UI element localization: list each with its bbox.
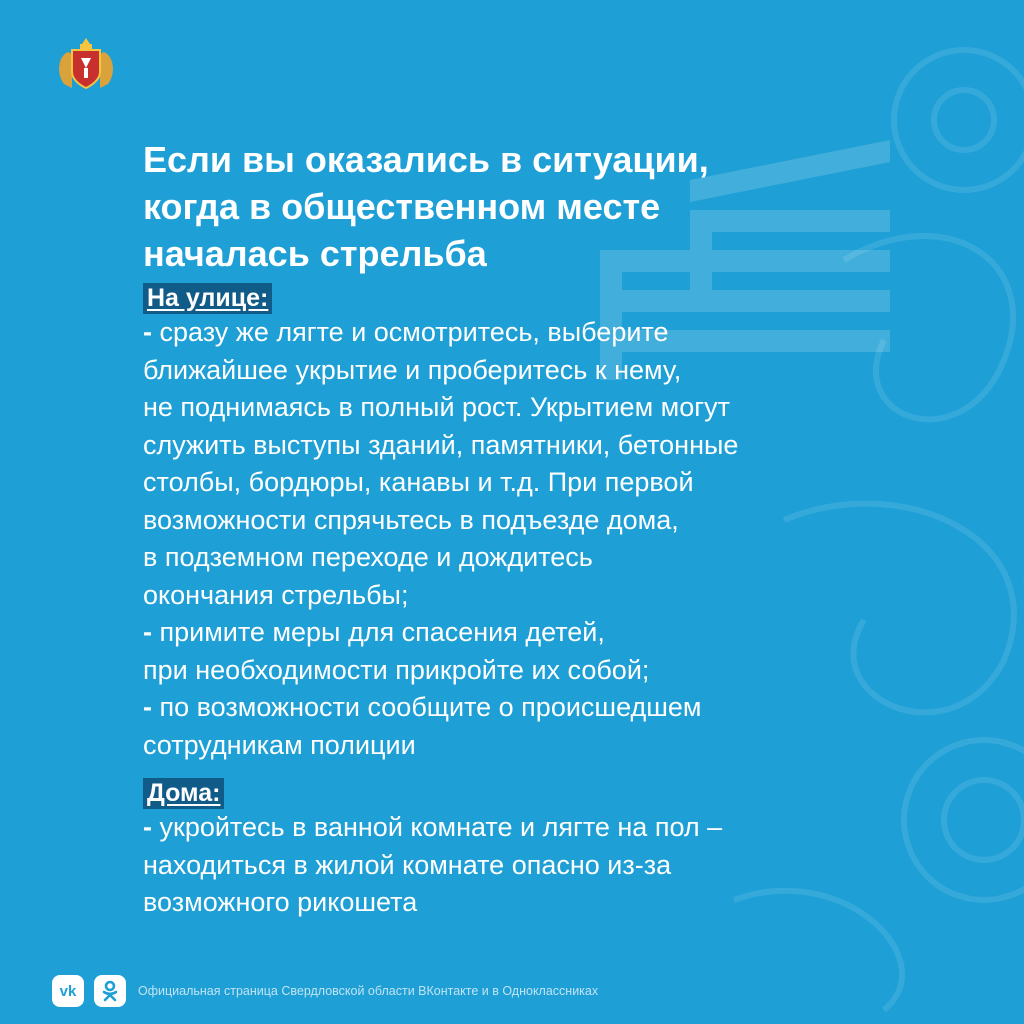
footer-caption: Официальная страница Свердловской области ВКонтакте и в Одноклассниках [138, 984, 599, 998]
instructions [143, 283, 903, 922]
list-item [143, 314, 903, 614]
coat-of-arms-icon [50, 36, 122, 92]
footer [52, 974, 598, 1008]
bullet-dash: - [143, 812, 152, 842]
list-item [143, 614, 903, 689]
vk-icon[interactable]: vk [52, 975, 84, 1007]
bullet-dash: - [143, 692, 152, 722]
section-heading-street: На улице: [143, 283, 272, 314]
list-item-text: укройтесь в ванной комнате и лягте на пол – находиться в жилой комнате опасно из-за возможного рикошета [143, 812, 723, 917]
list-item [143, 809, 903, 922]
section-street [143, 283, 903, 764]
bullet-dash: - [143, 617, 152, 647]
page-title: Если вы оказались в ситуации, когда в общественном месте началась стрельба [143, 139, 709, 274]
list-item [143, 689, 903, 764]
list-item-text: примите меры для спасения детей, при необходимости прикройте их собой; [143, 617, 650, 685]
odnoklassniki-icon[interactable] [94, 975, 126, 1007]
list-item-text: по возможности сообщите о происшедшем сотрудникам полиции [143, 692, 702, 760]
odnoklassniki-glyph-icon [101, 980, 119, 1002]
section-home [143, 778, 903, 922]
section-heading-home: Дома: [143, 778, 224, 809]
bullet-dash: - [143, 317, 152, 347]
list-item-text: сразу же лягте и осмотритесь, выберите ближайшее укрытие и проберитесь к нему, не поднимаясь в полный рост. Укрытием могут служить выступы зданий, памятники, бетонные столбы, бордюры, канавы и т.д. При первой возможности спрячьтесь в подъезде дома, в подземном переходе и дождитесь окончания стрельбы; [143, 317, 739, 610]
